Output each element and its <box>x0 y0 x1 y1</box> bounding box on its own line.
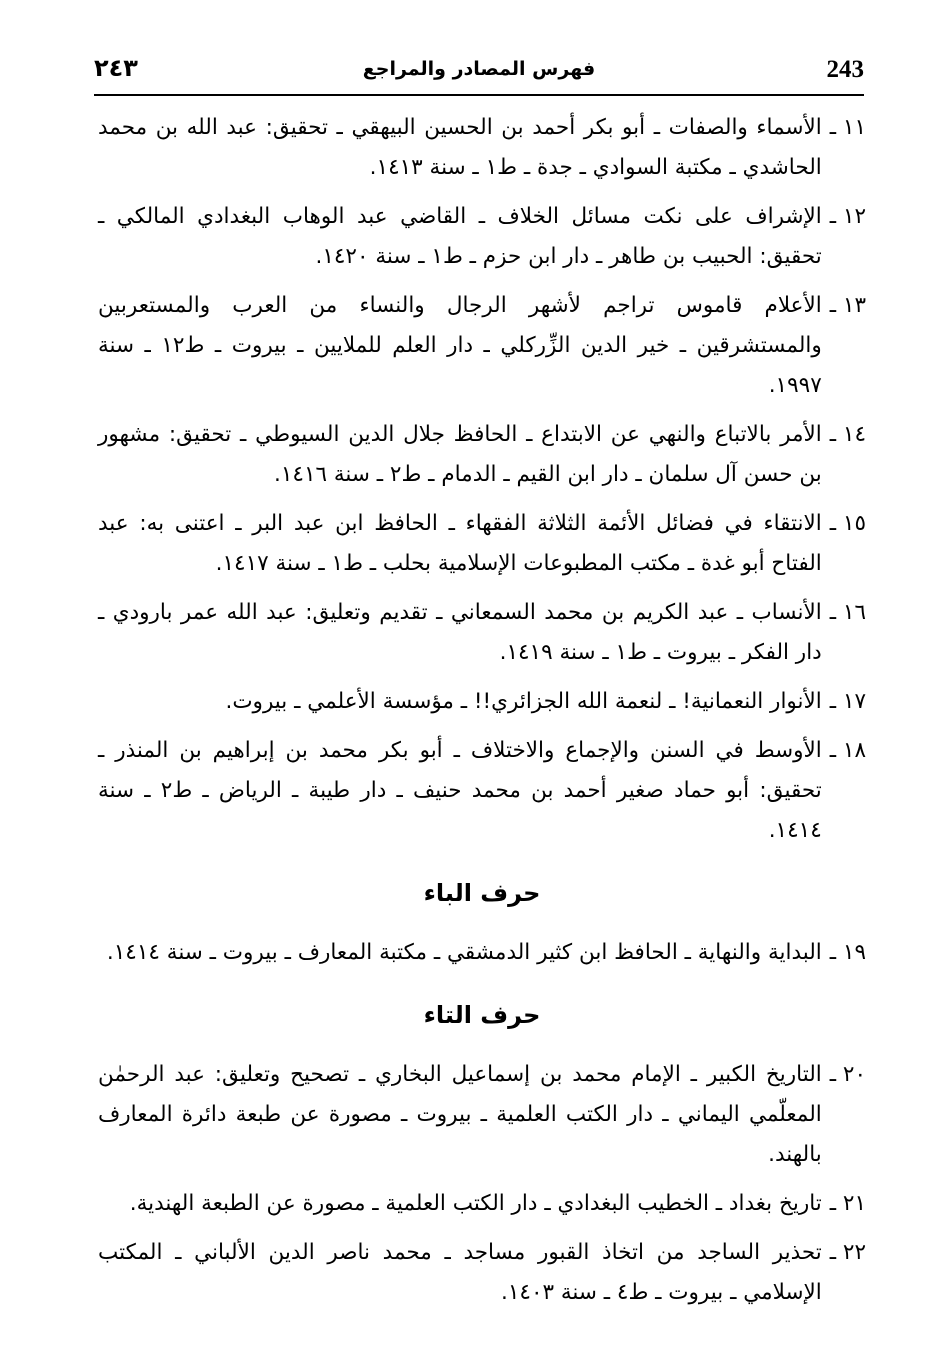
bibliography-entry <box>98 415 866 495</box>
bibliography-entry <box>98 933 866 973</box>
running-title: فهرس المصادر والمراجع <box>362 58 596 80</box>
entry-number: ٢١ ـ <box>829 1191 866 1216</box>
entry-text: التاريخ الكبير ـ الإمام محمد بن إسماعيل البخاري ـ تصحيح وتعليق: عبد الرحمٰن المعلّمي اليماني ـ دار الكتب العلمية ـ بيروت ـ مصورة عن طبعة دائرة المعارف بالهند. <box>98 1062 822 1167</box>
page-number-latin: 243 <box>826 56 864 83</box>
entry-text: الأسماء والصفات ـ أبو بكر أحمد بن الحسين البيهقي ـ تحقيق: عبد الله بن محمد الحاشدي ـ مكتبة السوادي ـ جدة ـ ط١ ـ سنة ١٤١٣. <box>98 115 822 180</box>
section-heading-ta: حرف التاء <box>423 1001 541 1029</box>
entry-text: الإشراف على نكت مسائل الخلاف ـ القاضي عبد الوهاب البغدادي المالكي ـ تحقيق: الحبيب بن طاهر ـ دار ابن حزم ـ ط١ ـ سنة ١٤٢٠. <box>98 204 822 269</box>
bibliography-entry <box>98 593 866 673</box>
bibliography-entry <box>98 731 866 851</box>
bibliography-entry <box>98 108 866 188</box>
bibliography-entry <box>98 1233 866 1313</box>
entry-text: الأمر بالاتباع والنهي عن الابتداع ـ الحافظ جلال الدين السيوطي ـ تحقيق: مشهور بن حسن آل سلمان ـ دار ابن القيم ـ الدمام ـ ط٢ ـ سنة ١٤١٦. <box>98 422 822 487</box>
bibliography-entry <box>98 504 866 584</box>
entry-number: ١٣ ـ <box>829 293 866 318</box>
entries-group-ba <box>98 933 866 973</box>
bibliography-entry <box>98 286 866 406</box>
entry-text: الأوسط في السنن والإجماع والاختلاف ـ أبو بكر محمد بن إبراهيم بن المنذر ـ تحقيق: أبو حماد صغير أحمد بن محمد حنيف ـ دار طيبة ـ الرياض ـ ط٢ ـ سنة ١٤١٤. <box>98 738 822 843</box>
bibliography-entry <box>98 682 866 722</box>
entry-text: الأعلام قاموس تراجم لأشهر الرجال والنساء من العرب والمستعربين والمستشرقين ـ خير الدين الزِّركلي ـ دار العلم للملايين ـ بيروت ـ ط١٢ ـ سنة ١٩٩٧. <box>98 293 822 398</box>
entry-number: ١٦ ـ <box>829 600 866 625</box>
entry-number: ٢٢ ـ <box>829 1240 866 1265</box>
entries-group-ta <box>98 1055 866 1313</box>
bibliography-entry <box>98 1055 866 1175</box>
entry-text: الانتقاء في فضائل الأئمة الثلاثة الفقهاء ـ الحافظ ابن عبد البر ـ اعتنى به: عبد الفتاح أبو غدة ـ مكتب المطبوعات الإسلامية بحلب ـ ط١ ـ سنة ١٤١٧. <box>98 511 822 576</box>
entry-number: ١٢ ـ <box>829 204 866 229</box>
page-header <box>94 52 864 92</box>
section-heading-ba: حرف الباء <box>423 879 541 907</box>
bibliography-list <box>98 108 866 1322</box>
entry-number: ١٧ ـ <box>829 689 866 714</box>
entry-text: الأنوار النعمانية! ـ لنعمة الله الجزائري!! ـ مؤسسة الأعلمي ـ بيروت. <box>225 689 822 714</box>
entries-group-alif <box>98 108 866 851</box>
entry-text: الأنساب ـ عبد الكريم بن محمد السمعاني ـ تقديم وتعليق: عبد الله عمر بارودي ـ دار الفكر ـ بيروت ـ ط١ ـ سنة ١٤١٩. <box>98 600 822 665</box>
bibliography-entry <box>98 1184 866 1224</box>
entry-text: تحذير الساجد من اتخاذ القبور مساجد ـ محمد ناصر الدين الألباني ـ المكتب الإسلامي ـ بيروت ـ ط٤ ـ سنة ١٤٠٣. <box>98 1240 822 1305</box>
entry-number: ١٩ ـ <box>829 940 866 965</box>
header-rule <box>94 94 864 96</box>
entry-text: تاريخ بغداد ـ الخطيب البغدادي ـ دار الكتب العلمية ـ مصورة عن الطبعة الهندية. <box>129 1191 822 1216</box>
entry-text: البداية والنهاية ـ الحافظ ابن كثير الدمشقي ـ مكتبة المعارف ـ بيروت ـ سنة ١٤١٤. <box>106 940 822 965</box>
bibliography-entry <box>98 197 866 277</box>
entry-number: ٢٠ ـ <box>829 1062 866 1087</box>
entry-number: ١١ ـ <box>829 115 866 140</box>
entry-number: ١٤ ـ <box>829 422 866 447</box>
page-number-arabic: ٢٤٣ <box>94 54 138 82</box>
entry-number: ١٨ ـ <box>829 738 866 763</box>
entry-number: ١٥ ـ <box>829 511 866 536</box>
